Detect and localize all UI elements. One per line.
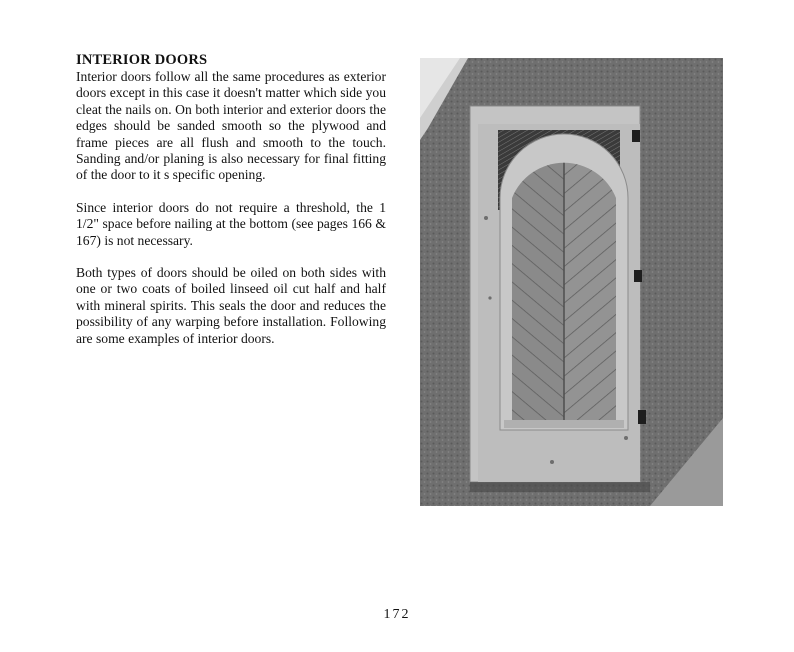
paragraph-1: Interior doors follow all the same procedures as exterior doors except in this case it doesn't matter which side you cleat the nails on. On both interior and exterior doors the edges should be sanded smooth so the plywood and frame pieces are all flush and smooth to the touch. Sanding and/or planing is also necessary for final fitting of the door to it s specific opening. <box>76 69 386 183</box>
page-number: 172 <box>383 607 411 622</box>
hinge-middle <box>634 270 642 282</box>
door-photo <box>420 58 723 506</box>
chevron-panel <box>512 138 616 428</box>
paragraph-2: Since interior doors do not require a threshold, the 1 1/2" space before nailing at the bottom (see pages 166 & 167) is not necessary. <box>76 199 386 248</box>
hinge-top <box>632 130 640 142</box>
text-column <box>76 52 386 363</box>
paragraph-3: Both types of doors should be oiled on both sides with one or two coats of boiled linseed oil cut half and half with mineral spirits. This seals the door and reduces the possibility of any warping before installation. Following are some examples of interior doors. <box>76 265 386 346</box>
section-heading: INTERIOR DOORS <box>76 52 208 68</box>
bottom-rail <box>504 420 624 428</box>
hinge-bottom <box>638 410 646 424</box>
